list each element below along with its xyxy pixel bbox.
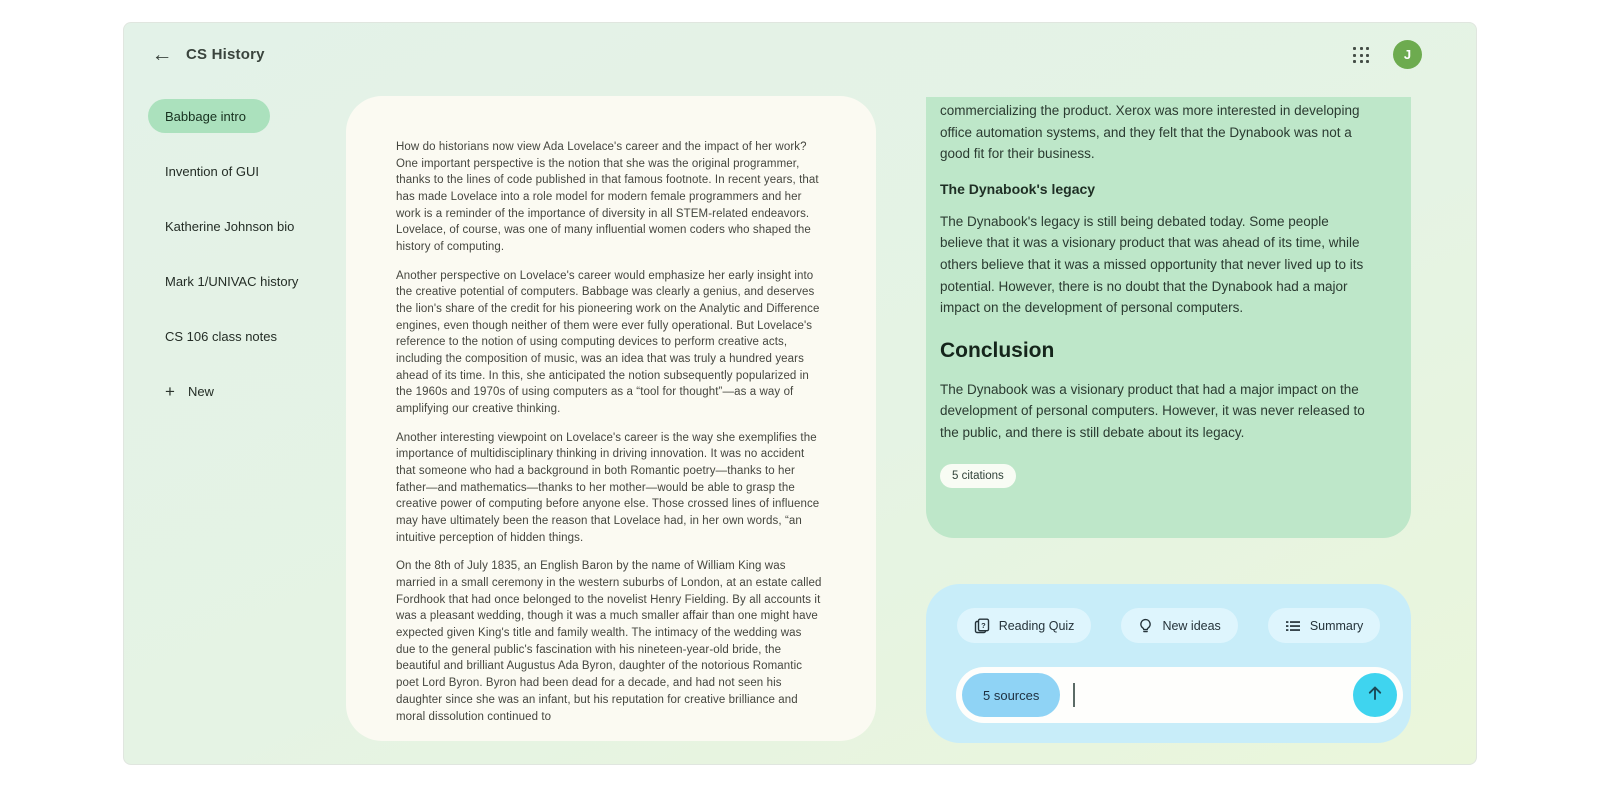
document-panel[interactable] [346,96,876,741]
sidebar-item-invention-of-gui[interactable]: Invention of GUI [165,163,259,179]
answer-paragraph: The Dynabook's legacy is still being debated today. Some people believe that it was a visionary product that was ahead of its time, while others believe that it was a missed opportunity that never lived up to its potential. However, there is no doubt that the Dynabook had a major impact on the development of personal computers. [940,213,1364,316]
answer-paragraph: commercializing the product. Xerox was more interested in developing office automation systems, and they felt that the Dynabook was not a good fit for their business. [940,103,1360,162]
arrow-up-icon [1365,683,1385,708]
notes-sidebar [148,99,338,408]
document-paragraph: How do historians now view Ada Lovelace's career and the impact of her work? One important perspective is the notion that she was the original programmer, thanks to the lines of code published in that famous footnote. In recent years, that has made Lovelace into a role model for modern female programmers and her work is a reminder of the importance of diversity in all STEM-related endeavors. Lovelace, of course, was one of many influential women coders who shaped the history of computing. [396,141,819,254]
document-paragraph: Another perspective on Lovelace's career would emphasize her early insight into the creative potential of computers. Babbage was clearly a genius, and deserves the lion's share of the credit for his pioneering work on the Analytic and Difference engines, even though neither of them were ever fully operational. But Lovelace's reference to the notion of using computing devices to perform creative acts, including the composition of music, was an idea that was truly a hundred years ahead of its time. In this, she anticipated the notion subsequently popularized in the 1960s and 1970s of using computers as a “tool for thought”—as a way of amplifying our creative thinking. [396,269,820,416]
svg-text:?: ? [980,620,986,630]
sources-chip[interactable]: 5 sources [962,673,1060,717]
back-arrow-icon[interactable]: ← [151,43,173,66]
sidebar-item-katherine-johnson-bio[interactable]: Katherine Johnson bio [165,218,295,234]
apps-grid-icon[interactable] [1353,47,1370,64]
avatar[interactable]: J [1393,40,1422,69]
page-title: CS History [186,46,265,63]
composer-panel [926,584,1411,743]
lightbulb-icon [1138,618,1153,634]
chip-label: New ideas [1162,618,1221,633]
chip-label: Summary [1309,618,1364,633]
suggestion-chips-row [926,608,1411,643]
plus-icon: + [165,381,175,401]
text-cursor [1073,683,1075,707]
quiz-icon [974,618,990,634]
document-paragraph: Another interesting viewpoint on Lovelace's career is the way she exemplifies the importance of multidisciplinary thinking in driving innovation. It was no accident that someone who had a background in both Romantic poetry—thanks to her father—and mathematics—thanks to her mother—would be able to grasp the creative power of computing before anyone else. Those crossed lines of influence may have ultimately been the reason that Lovelace had, in her own words, “an intuitive perception of hidden things. [396,431,820,544]
summary-chip[interactable] [1268,608,1380,643]
send-button[interactable] [1353,673,1397,717]
new-note-button[interactable] [148,374,338,408]
document-paragraph: On the 8th of July 1835, an English Baron by the name of William King was married in a small ceremony in the western suburbs of London, at an estate called Fordhook that had once belonged to the novelist Henry Fielding. By all accounts it was a pleasant wedding, though it was a much smaller affair than one might have expected given King's title and family wealth. The intimacy of the wedding was due to the general public's fascination with his nineteen-year-old bride, the beautiful and brilliant Augustus Ada Byron, daughter of the notorious Romantic poet Lord Byron. Byron had been dead for a decade, and had not seen his daughter since she was an infant, but his reputation for creative brilliance and moral dissolution continued to [396,560,822,723]
sidebar-item-babbage-intro[interactable]: Babbage intro [148,99,270,133]
new-ideas-chip[interactable] [1121,608,1237,643]
ai-answer-panel[interactable] [926,97,1411,538]
reading-quiz-chip[interactable] [957,608,1092,643]
list-icon [1285,619,1301,633]
chip-label: Reading Quiz [998,618,1075,633]
answer-paragraph: The Dynabook was a visionary product that had a major impact on the development of personal computers. However, it was never released to the public, and there is still debate about its legacy. [940,381,1365,440]
sidebar-item-mark1-univac-history[interactable]: Mark 1/UNIVAC history [165,273,299,289]
app-window [123,22,1477,765]
citations-chip[interactable]: 5 citations [940,464,1016,488]
sidebar-item-cs106-class-notes[interactable]: CS 106 class notes [165,328,278,344]
top-bar [124,23,1476,87]
new-note-label: New [187,383,214,399]
chat-input[interactable] [956,667,1403,723]
answer-heading-conclusion: Conclusion [940,338,1055,362]
answer-subheading-legacy: The Dynabook's legacy [940,180,1096,197]
